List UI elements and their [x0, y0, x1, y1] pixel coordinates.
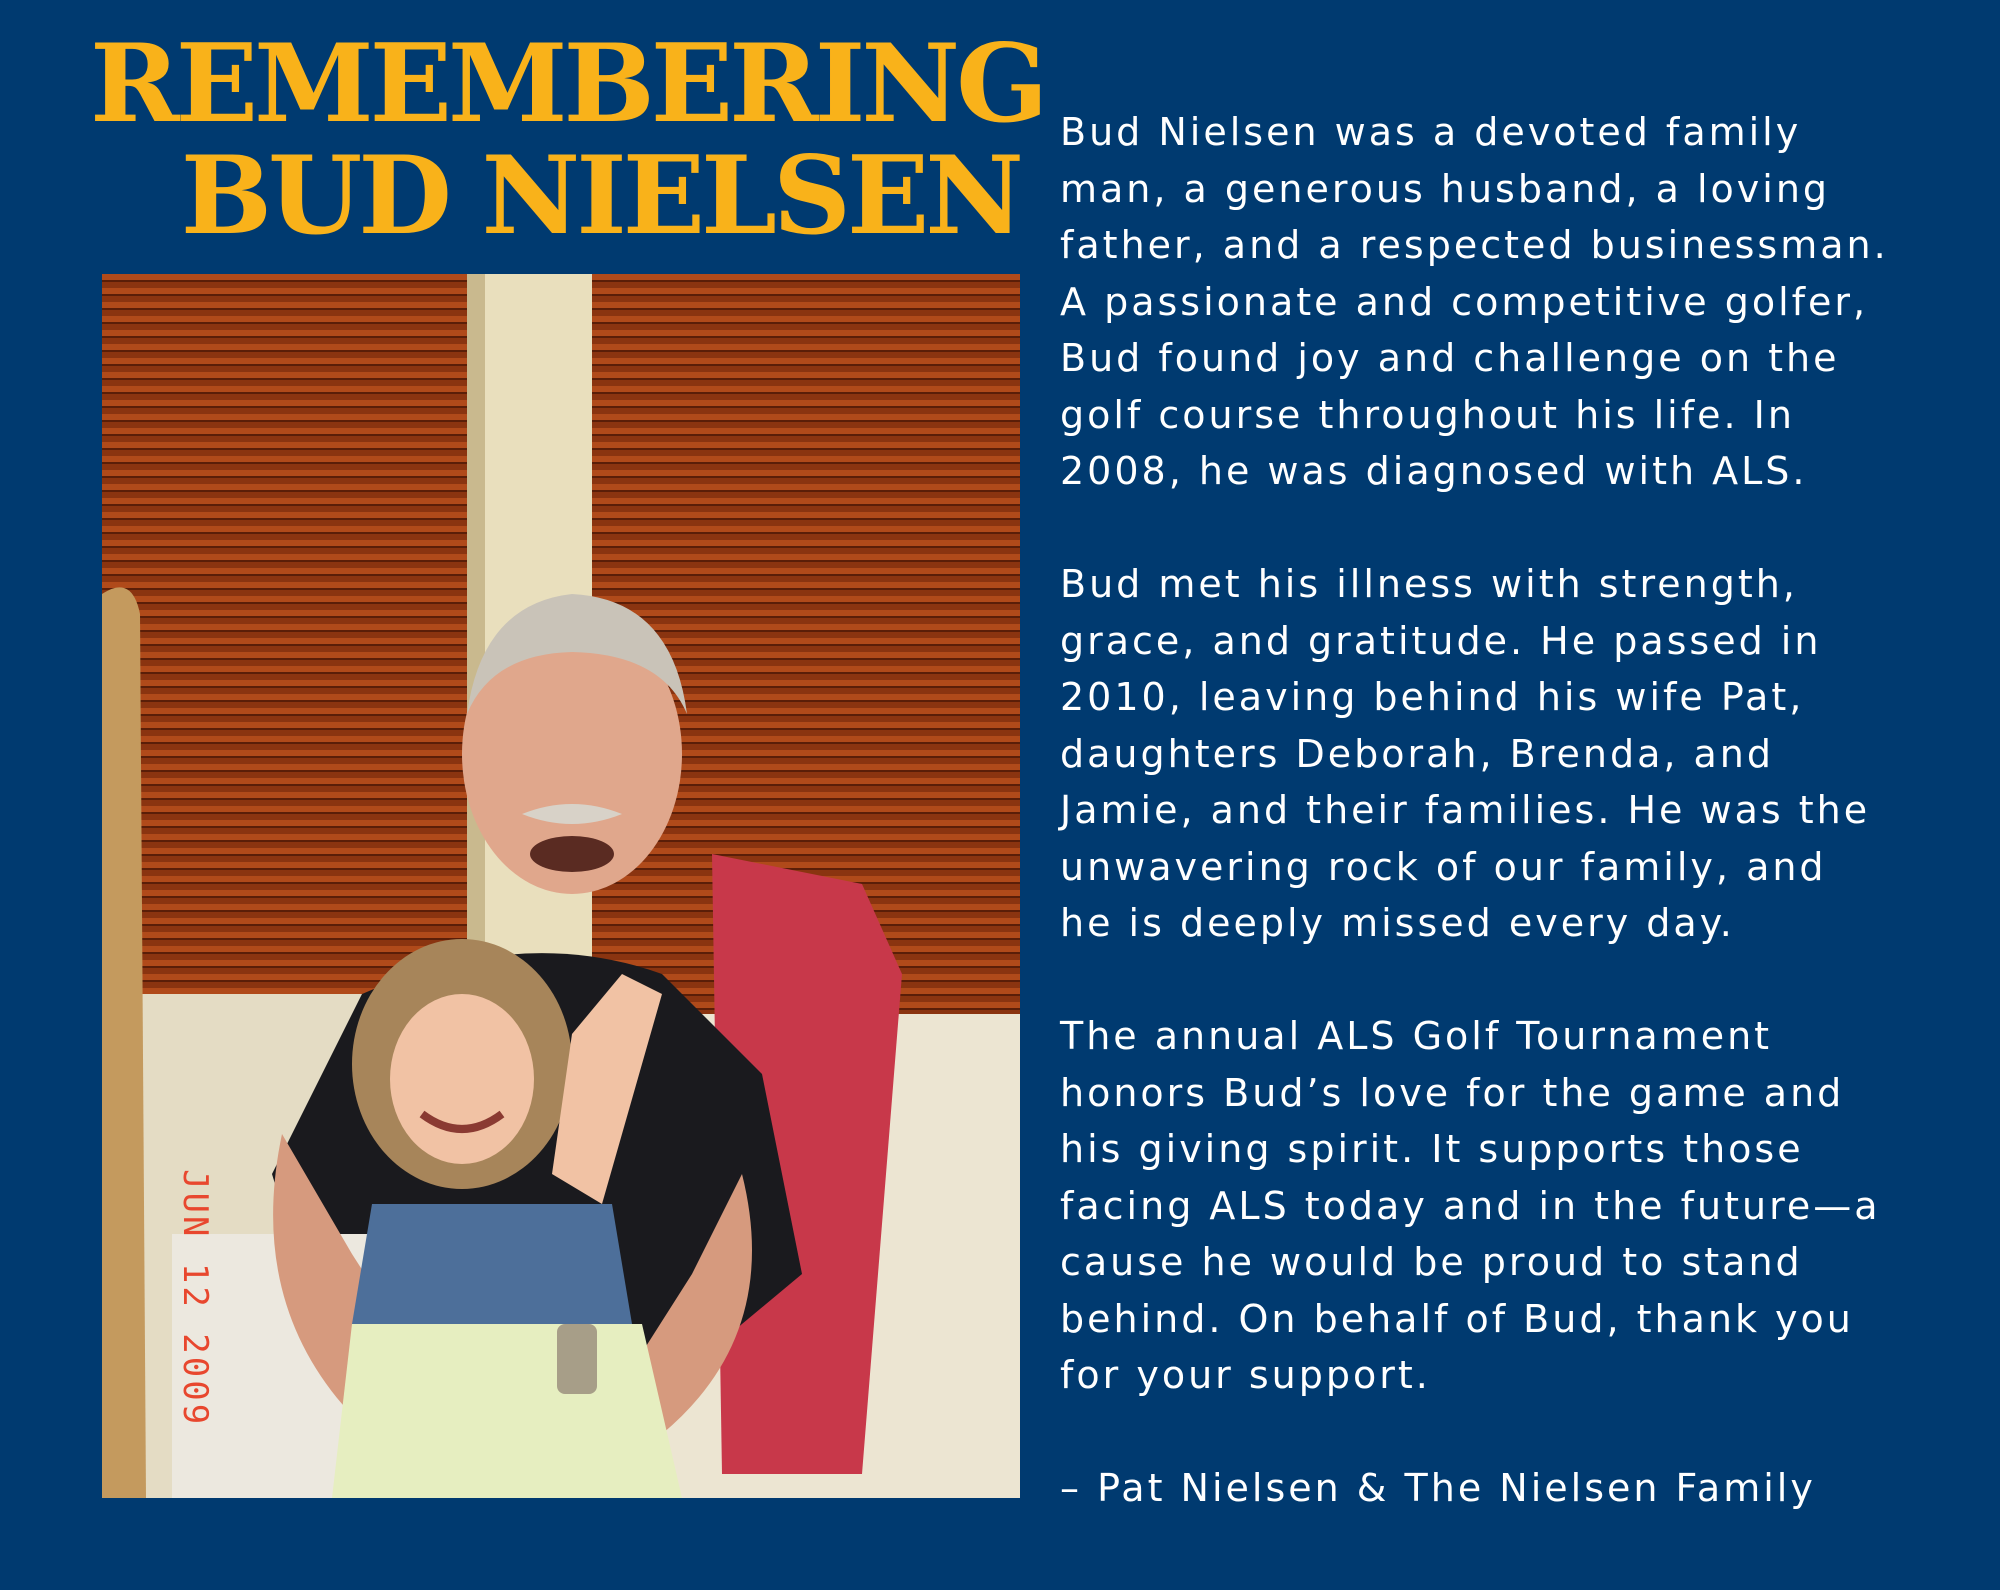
blinds-left: [102, 274, 467, 994]
signature: – Pat Nielsen & The Nielsen Family: [1060, 1466, 1816, 1510]
memorial-photo: [102, 274, 1020, 1498]
title-line-2: BUD NIELSEN: [180, 133, 1020, 259]
date-stamp: JUN 12 2009: [175, 1169, 215, 1428]
paragraph-illness: Bud met his illness with strength, grace, and gratitude. He passed in 2010, leaving behind his wife Pat, daughters Deborah, Brenda, and Jamie, and their families. He was the unwavering rock of our family, and he is deeply missed every day.: [1060, 562, 1871, 945]
girl-dress: [352, 1204, 632, 1324]
wooden-post: [102, 587, 146, 1498]
watch: [557, 1324, 597, 1394]
girl-face: [390, 994, 534, 1164]
paragraph-biography: Bud Nielsen was a devoted family man, a generous husband, a loving father, and a respected businessman. A passionate and competitive golfer, Bud found joy and challenge on the golf course throughout his life. In 2008, he was diagnosed with ALS.: [1060, 110, 1889, 493]
page-title: [90, 21, 1045, 259]
paragraph-tournament: The annual ALS Golf Tournament honors Bud’s love for the game and his giving spirit. It supports those facing ALS today and in the future—a cause he would be proud to stand behind. On behalf of Bud, thank you for your support.: [1060, 1014, 1881, 1397]
title-line-1: REMEMBERING: [90, 21, 1045, 147]
memorial-text: [1060, 104, 1980, 1517]
